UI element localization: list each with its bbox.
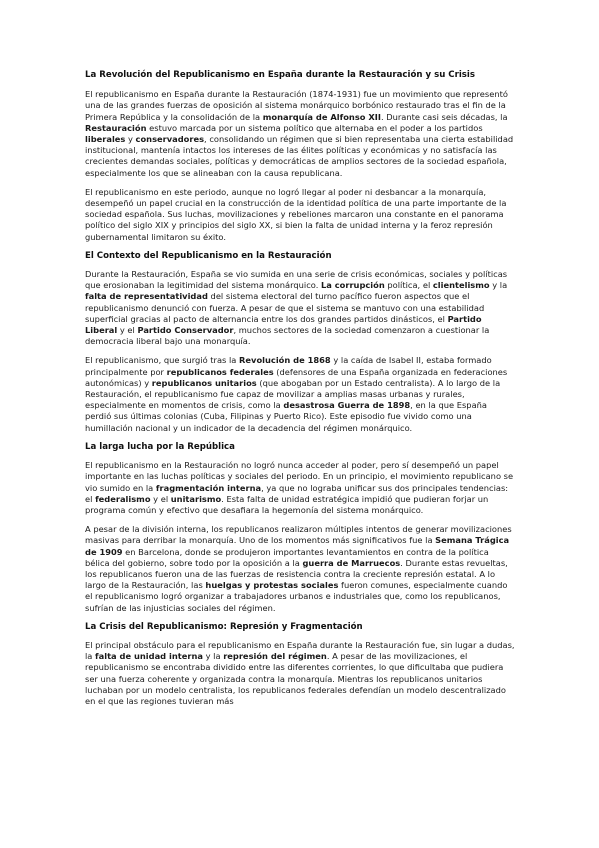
text-run: El principal obstáculo para el republicanismo en España durante la Restauración fue, sin lugar a dudas, la <box>85 639 515 662</box>
bold-text: republicanos federales <box>166 366 274 377</box>
bold-text: represión del régimen <box>223 651 327 662</box>
section-heading: El Contexto del Republicanismo en la Restauración <box>85 250 332 261</box>
text-run: El republicanismo en España durante la Restauración (1874-1931) fue un movimiento que representó una de las grandes fuerzas de oposición al sistema monárquico borbónico restaurado tras el fin de la Primera República y la consolidación de la <box>85 89 508 122</box>
paragraph <box>85 524 515 614</box>
text-run: y el <box>117 325 138 336</box>
bold-text: conservadores <box>135 134 205 145</box>
text-run: del sistema electoral del turno pacífico fueron aspectos que el republicanismo denunció con fuerza. A pesar de que el sistema se mantuvo con una estabilidad superficial gracias al pacto de alternancia entre los dos grandes partidos dinásticos, el <box>85 291 485 324</box>
text-run: y la caída de Isabel II, estaba formado principalmente por <box>85 355 492 377</box>
text-run: . Durante casi seis décadas, la <box>380 111 508 122</box>
bold-text: unitarismo <box>170 493 222 504</box>
paragraph <box>85 269 515 347</box>
text-run: Durante la Restauración, España se vio sumida en una serie de crisis económicas, sociales y políticas que erosionaban la legitimidad del sistema monárquico. <box>85 269 508 291</box>
bold-text: clientelismo <box>432 280 490 291</box>
text-run: estuvo marcada por un sistema político que alternaba en el poder a los partidos <box>146 122 483 133</box>
text-run: A pesar de la división interna, los republicanos realizaron múltiples intentos de generar movilizaciones masivas para derribar la monarquía. Uno de los momentos más significativos fue la <box>85 524 512 546</box>
text-run: (que abogaban por un Estado centralista). A lo largo de la Restauración, el republicanismo fue capaz de movilizar a amplias masas urbanas y rurales, especialmente en momentos de crisis, como la <box>85 377 501 411</box>
text-run: y la <box>202 651 224 662</box>
section-heading: La Crisis del Republicanismo: Represión y Fragmentación <box>85 621 363 632</box>
text-run: en Barcelona, donde se produjeron importantes levantamientos en contra de la política bélica del gobierno, sobre todo por la oposición a la <box>85 546 489 568</box>
text-run: y el <box>150 493 171 504</box>
bold-text: fragmentación interna <box>155 482 262 493</box>
bold-text: huelgas y protestas sociales <box>205 580 339 591</box>
text-run: política, el <box>384 280 433 291</box>
text-run: El republicanismo en la Restauración no logró nunca acceder al poder, pero sí desempeñó un papel importante en las luchas políticas y sociales del periodo. En un principio, el movimiento republicano se vio sumido en la <box>85 460 514 493</box>
bold-text: federalismo <box>95 493 151 504</box>
text-run: , muchos sectores de la sociedad comenzaron a cuestionar la democracia liberal bajo una monarquía. <box>85 325 490 347</box>
document-body <box>85 89 515 707</box>
paragraph <box>85 187 515 243</box>
paragraph <box>85 640 515 707</box>
text-run: El republicanismo, que surgió tras la <box>85 355 240 366</box>
text-run: , consolidando un régimen que si bien representaba una cierta estabilidad institucional, mantenía intactos los intereses de las élites políticas y económicas y no satisfacía las crecientes demandas sociales, políticas y democráticas de amplios sectores de la sociedad española, especialmente los que se alineaban con la causa republicana. <box>85 134 514 178</box>
bold-text: monarquía de Alfonso XII <box>262 111 381 122</box>
document-title: La Revolución del Republicanismo en España durante la Restauración y su Crisis <box>85 70 475 80</box>
text-run: . Esta falta de unidad estratégica impidió que pudieran forjar un programa común y efectivo que desafiara la hegemonía del sistema monárquico. <box>85 493 489 515</box>
text-run: (defensores de una España organizada en federaciones autonómicas) y <box>85 366 508 388</box>
text-run: , ya que no lograba unificar sus dos principales tendencias: el <box>85 482 509 504</box>
text-run: fueron comunes, especialmente cuando el republicanismo logró organizar a trabajadores urbanos e industriales que, como los republicanos, sufrían de las injusticias sociales del régimen. <box>85 580 508 613</box>
bold-text: republicanos unitarios <box>151 377 257 388</box>
paragraph <box>85 355 515 433</box>
bold-text: La corrupción <box>320 280 385 291</box>
bold-text: falta de unidad interna <box>95 651 203 662</box>
bold-text: guerra de Marruecos <box>302 557 401 568</box>
bold-text: falta de representatividad <box>85 291 208 302</box>
bold-text: desastrosa Guerra de 1898 <box>283 400 411 411</box>
section-heading: La larga lucha por la República <box>85 441 235 452</box>
paragraph <box>85 89 515 179</box>
bold-text: Partido Conservador <box>137 325 234 336</box>
text-run: y <box>125 134 136 145</box>
text-run: . Durante estas revueltas, los republicanos fueron una de las fuerzas de resistencia contra la creciente represión estatal. A lo largo de la Restauración, las <box>85 557 508 591</box>
document-page <box>85 70 515 715</box>
text-run: El republicanismo en este periodo, aunque no logró llegar al poder ni desbancar a la monarquía, desempeñó un papel crucial en la construcción de la identidad política de una parte importante de la sociedad española. Sus luchas, movilizaciones y rebeliones marcaron una constante en el panorama político del siglo XIX y principios del siglo XX, si bien la falta de unidad interna y la feroz represión gubernamental limitaron su éxito. <box>85 186 507 242</box>
paragraph <box>85 460 515 516</box>
bold-text: liberales <box>85 134 126 145</box>
text-run: , en la que España perdió sus últimas colonias (Cuba, Filipinas y Puerto Rico). Este episodio fue vivido como una humillación nacional y un indicador de la decadencia del régimen monárquico. <box>85 400 487 433</box>
text-run: y la <box>489 280 508 291</box>
bold-text: Semana Trágica de 1909 <box>85 535 510 557</box>
bold-text: Restauración <box>85 122 147 133</box>
bold-text: Revolución de 1868 <box>239 355 331 366</box>
text-run: . A pesar de las movilizaciones, el republicanismo se encontraba dividido entre las diferentes corrientes, lo que dificultaba que pudiera ser una fuerza coherente y organizada contra la monarquía. Mientras los republicanos unitarios luchaban por un modelo centralista, los republicanos federales defendían un modelo descentralizado en el que las regiones tuvieran más <box>85 651 506 706</box>
bold-text: Partido Liberal <box>85 313 482 336</box>
